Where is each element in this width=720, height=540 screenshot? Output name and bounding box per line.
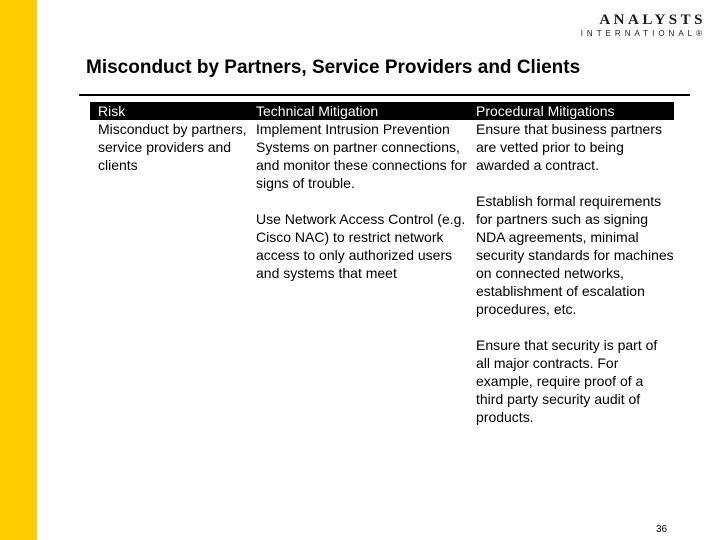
logo-wordmark: ANALYSTS (599, 12, 706, 28)
procedural-item: Ensure that business partners are vetted prior to being awarded a contract. (476, 121, 662, 173)
procedural-cell (468, 120, 674, 426)
page-number: 36 (656, 524, 668, 535)
table-header-row (90, 102, 674, 120)
mitigation-table (90, 102, 674, 426)
company-logo (581, 12, 706, 39)
slide-title: Misconduct by Partners, Service Providers and Clients (86, 57, 581, 78)
header-procedural: Procedural Mitigations (468, 102, 674, 120)
title-divider (79, 94, 690, 96)
logo-subtitle: INTERNATIONAL® (580, 29, 706, 38)
header-risk: Risk (90, 102, 248, 120)
accent-bar (0, 0, 37, 540)
procedural-item: Establish formal requirements for partners such as signing NDA agreements, minimal security standards for machines on connected networks, establishment of escalation procedures, etc. (476, 193, 674, 317)
procedural-item: Ensure that security is part of all major contracts. For example, require proof of a third party security audit of products. (476, 337, 658, 425)
risk-cell (90, 120, 248, 426)
risk-text: Misconduct by partners, service providers and clients (98, 121, 247, 173)
technical-item: Implement Intrusion Prevention Systems on partner connections, and monitor these connections for signs of trouble. (256, 121, 467, 191)
technical-cell (248, 120, 468, 426)
technical-item: Use Network Access Control (e.g. Cisco NAC) to restrict network access to only authorized users and systems that meet (256, 211, 466, 281)
table-row (90, 120, 674, 426)
header-technical: Technical Mitigation (248, 102, 468, 120)
